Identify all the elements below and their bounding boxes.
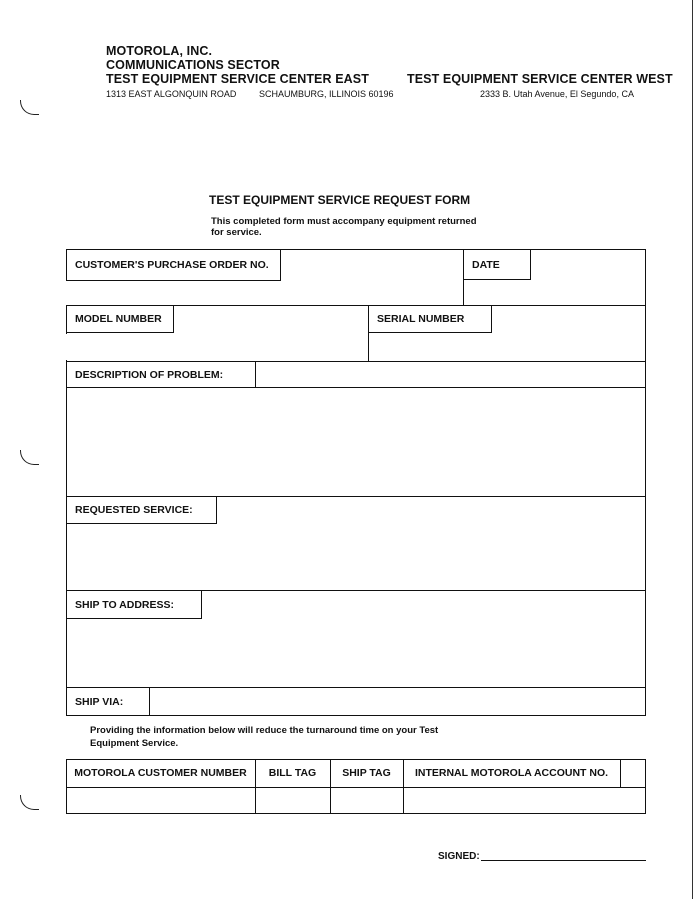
serial-number-input[interactable] [369, 334, 645, 360]
date-label: DATE [463, 249, 531, 280]
description-label: DESCRIPTION OF PROBLEM: [66, 361, 256, 388]
east-center-name: TEST EQUIPMENT SERVICE CENTER EAST [106, 72, 369, 86]
binder-hole-mark [20, 795, 39, 810]
east-city: SCHAUMBURG, ILLINOIS 60196 [259, 89, 394, 99]
ship-tag-header: SHIP TAG [342, 767, 391, 779]
binder-hole-mark [20, 100, 39, 115]
description-input[interactable] [67, 389, 645, 495]
page-edge [692, 0, 693, 899]
internal-account-input[interactable] [404, 789, 645, 813]
form-title: TEST EQUIPMENT SERVICE REQUEST FORM [209, 193, 471, 207]
customer-number-input[interactable] [67, 789, 254, 813]
requested-service-input[interactable] [67, 525, 645, 589]
bill-tag-input[interactable] [256, 789, 329, 813]
model-number-input[interactable] [66, 334, 368, 360]
purchase-order-input[interactable] [66, 281, 463, 305]
table-header-edge [620, 759, 621, 787]
note-line-2: Equipment Service. [90, 738, 179, 749]
binder-hole-mark [20, 450, 39, 465]
signature-line[interactable] [481, 860, 646, 861]
serial-number-label: SERIAL NUMBER [368, 305, 492, 333]
customer-number-header: MOTOROLA CUSTOMER NUMBER [74, 767, 247, 779]
instruction-line-2: for service. [211, 227, 262, 238]
note-line-1: Providing the information below will reduce the turnaround time on your Test [90, 725, 439, 736]
sector-name: COMMUNICATIONS SECTOR [106, 58, 280, 72]
internal-account-header: INTERNAL MOTOROLA ACCOUNT NO. [414, 767, 609, 779]
ship-to-label: SHIP TO ADDRESS: [66, 590, 202, 619]
requested-service-label: REQUESTED SERVICE: [66, 496, 217, 524]
ship-tag-input[interactable] [331, 789, 402, 813]
ship-via-input[interactable] [151, 688, 645, 715]
table-row-divider [66, 787, 646, 788]
row-divider [256, 387, 646, 388]
ship-via-label: SHIP VIA: [66, 687, 150, 716]
ship-to-input[interactable] [67, 620, 645, 686]
purchase-order-label: CUSTOMER'S PURCHASE ORDER NO. [66, 249, 281, 281]
west-center-name: TEST EQUIPMENT SERVICE CENTER WEST [407, 72, 673, 86]
east-street: 1313 EAST ALGONQUIN ROAD [106, 89, 237, 99]
bill-tag-header: BILL TAG [268, 767, 317, 779]
west-address: 2333 B. Utah Avenue, El Segundo, CA [480, 89, 634, 99]
signed-label: SIGNED: [438, 851, 480, 862]
company-name: MOTOROLA, INC. [106, 44, 213, 58]
model-number-label: MODEL NUMBER [66, 305, 174, 333]
instruction-line-1: This completed form must accompany equipment returned [211, 216, 477, 227]
date-input[interactable] [464, 281, 645, 305]
